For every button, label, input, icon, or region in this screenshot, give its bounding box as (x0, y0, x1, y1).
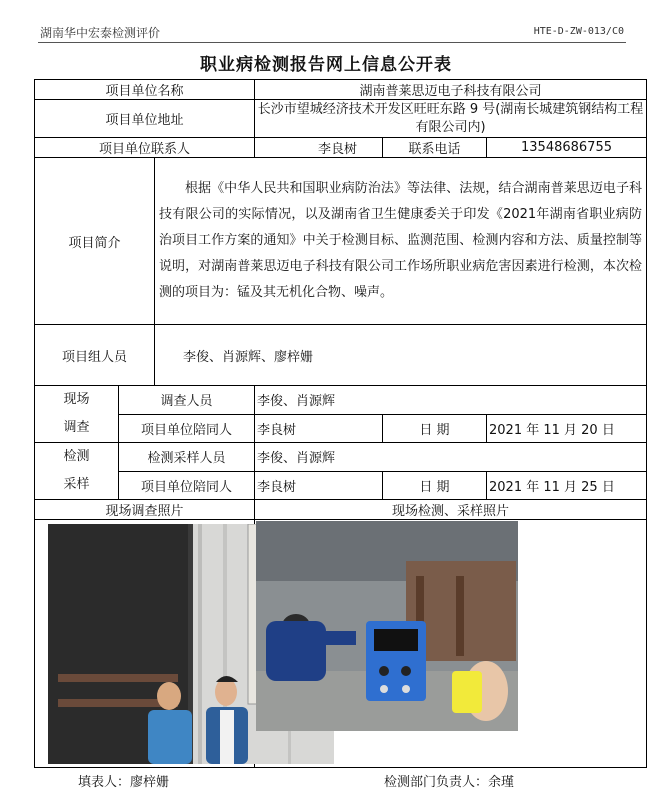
contact-label: 项目单位联系人 (35, 138, 255, 158)
sampling-date-label: 日 期 (383, 471, 487, 500)
sampling-escort-value: 李良树 (255, 471, 383, 500)
investigator-label: 调查人员 (119, 386, 255, 415)
header-company: 湖南华中宏泰检测评价 (40, 26, 161, 40)
team-value: 李俊、肖源辉、廖梓姗 (155, 325, 647, 386)
supervisor-line (384, 771, 514, 790)
sampling-group-label-1: 检测 (63, 449, 90, 464)
contact-value: 李良树 (255, 138, 383, 158)
intro-text: 根据《中华人民共和国职业病防治法》等法律、法规，结合湖南普莱思迈电子科技有限公司的实际情况，以及湖南省卫生健康委关于印发《2021年湖南省职业病防治项目工作方案的通知》中关于检测目标、监测范围、检测内容和方法、质量控制等说明，对湖南普莱思迈电子科技有限公司工作场所职业病危害因素进行检测，本次检测的项目为：锰及其无机化合物、噪声。 (155, 158, 647, 325)
filler-label: 填表人： (78, 775, 131, 790)
survey-photo-cell (35, 520, 255, 768)
survey-group-label-1: 现场 (63, 392, 90, 407)
survey-photo-title: 现场调查照片 (35, 500, 255, 520)
sampling-photo-cell (255, 520, 647, 768)
header-doc-code: HTE-D-ZW-013/C0 (533, 26, 624, 37)
address-label: 项目单位地址 (35, 100, 255, 138)
sampling-photo-title: 现场检测、采样照片 (255, 500, 647, 520)
phone-value: 13548686755 (487, 138, 647, 158)
team-label: 项目组人员 (35, 325, 155, 386)
unit-name-value: 湖南普莱思迈电子科技有限公司 (255, 80, 647, 100)
survey-escort-label: 项目单位陪同人 (119, 414, 255, 443)
info-table (34, 79, 647, 768)
intro-label: 项目简介 (35, 158, 155, 325)
survey-group-label (35, 386, 119, 443)
sampling-escort-label: 项目单位陪同人 (119, 471, 255, 500)
phone-label: 联系电话 (383, 138, 487, 158)
sampling-group-label (35, 443, 119, 500)
survey-date-value: 2021 年 11 月 20 日 (487, 414, 647, 443)
investigator-value: 李俊、肖源辉 (255, 386, 647, 415)
survey-date-label: 日 期 (383, 414, 487, 443)
header-divider (38, 42, 626, 43)
supervisor-value: 余瑾 (488, 775, 515, 790)
address-value: 长沙市望城经济技术开发区旺旺东路 9 号(湖南长城建筑钢结构工程有限公司内) (255, 100, 647, 138)
supervisor-label: 检测部门负责人： (384, 775, 489, 790)
filler-line (78, 771, 169, 790)
sampling-date-value: 2021 年 11 月 25 日 (487, 471, 647, 500)
sampler-label: 检测采样人员 (119, 443, 255, 472)
survey-group-label-2: 调查 (63, 420, 90, 435)
survey-escort-value: 李良树 (255, 414, 383, 443)
sampling-photo (256, 521, 518, 731)
unit-name-label: 项目单位名称 (35, 80, 255, 100)
page-title: 职业病检测报告网上信息公开表 (200, 55, 452, 75)
filler-value: 廖梓姗 (130, 775, 170, 790)
sampling-group-label-2: 采样 (63, 477, 90, 492)
sampler-value: 李俊、肖源辉 (255, 443, 647, 472)
